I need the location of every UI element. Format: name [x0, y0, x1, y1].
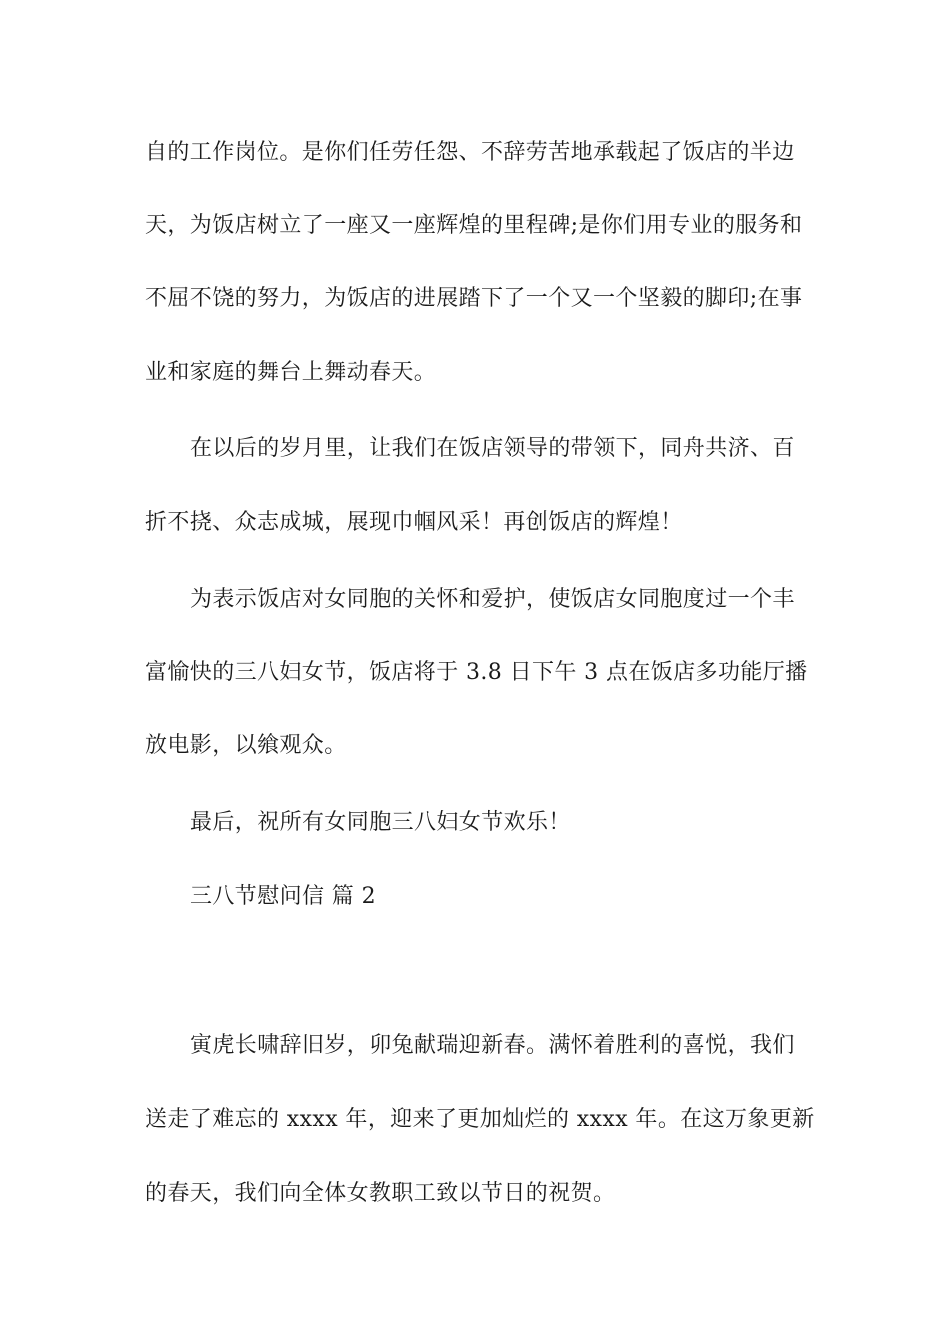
paragraph-line: 寅虎长啸辞旧岁，卯兔献瑞迎新春。满怀着胜利的喜悦，我们 — [190, 1033, 795, 1058]
paragraph-line: 自的工作岗位。是你们任劳任怨、不辞劳苦地承载起了饭店的半边 — [145, 140, 795, 165]
paragraph-line: 不屈不饶的努力，为饭店的进展踏下了一个又一个坚毅的脚印;在事 — [145, 286, 803, 311]
paragraph-line: 为表示饭店对女同胞的关怀和爱护，使饭店女同胞度过一个丰 — [190, 587, 795, 612]
paragraph-line: 送走了难忘的 xxxx 年，迎来了更加灿烂的 xxxx 年。在这万象更新 — [145, 1107, 815, 1132]
paragraph-line: 富愉快的三八妇女节，饭店将于 3.8 日下午 3 点在饭店多功能厅播 — [145, 660, 808, 685]
section-heading: 三八节慰问信 篇 2 — [190, 884, 376, 909]
paragraph-line: 放电影，以飨观众。 — [145, 733, 347, 758]
paragraph-line: 业和家庭的舞台上舞动春天。 — [145, 360, 437, 385]
paragraph-line: 天，为饭店树立了一座又一座辉煌的里程碑;是你们用专业的服务和 — [145, 213, 803, 238]
paragraph-line: 在以后的岁月里，让我们在饭店领导的带领下，同舟共济、百 — [190, 436, 795, 461]
paragraph-line: 最后，祝所有女同胞三八妇女节欢乐！ — [190, 810, 571, 835]
paragraph-line: 的春天，我们向全体女教职工致以节日的祝贺。 — [145, 1181, 616, 1206]
paragraph-line: 折不挠、众志成城，展现巾帼风采！再创饭店的辉煌！ — [145, 510, 683, 535]
